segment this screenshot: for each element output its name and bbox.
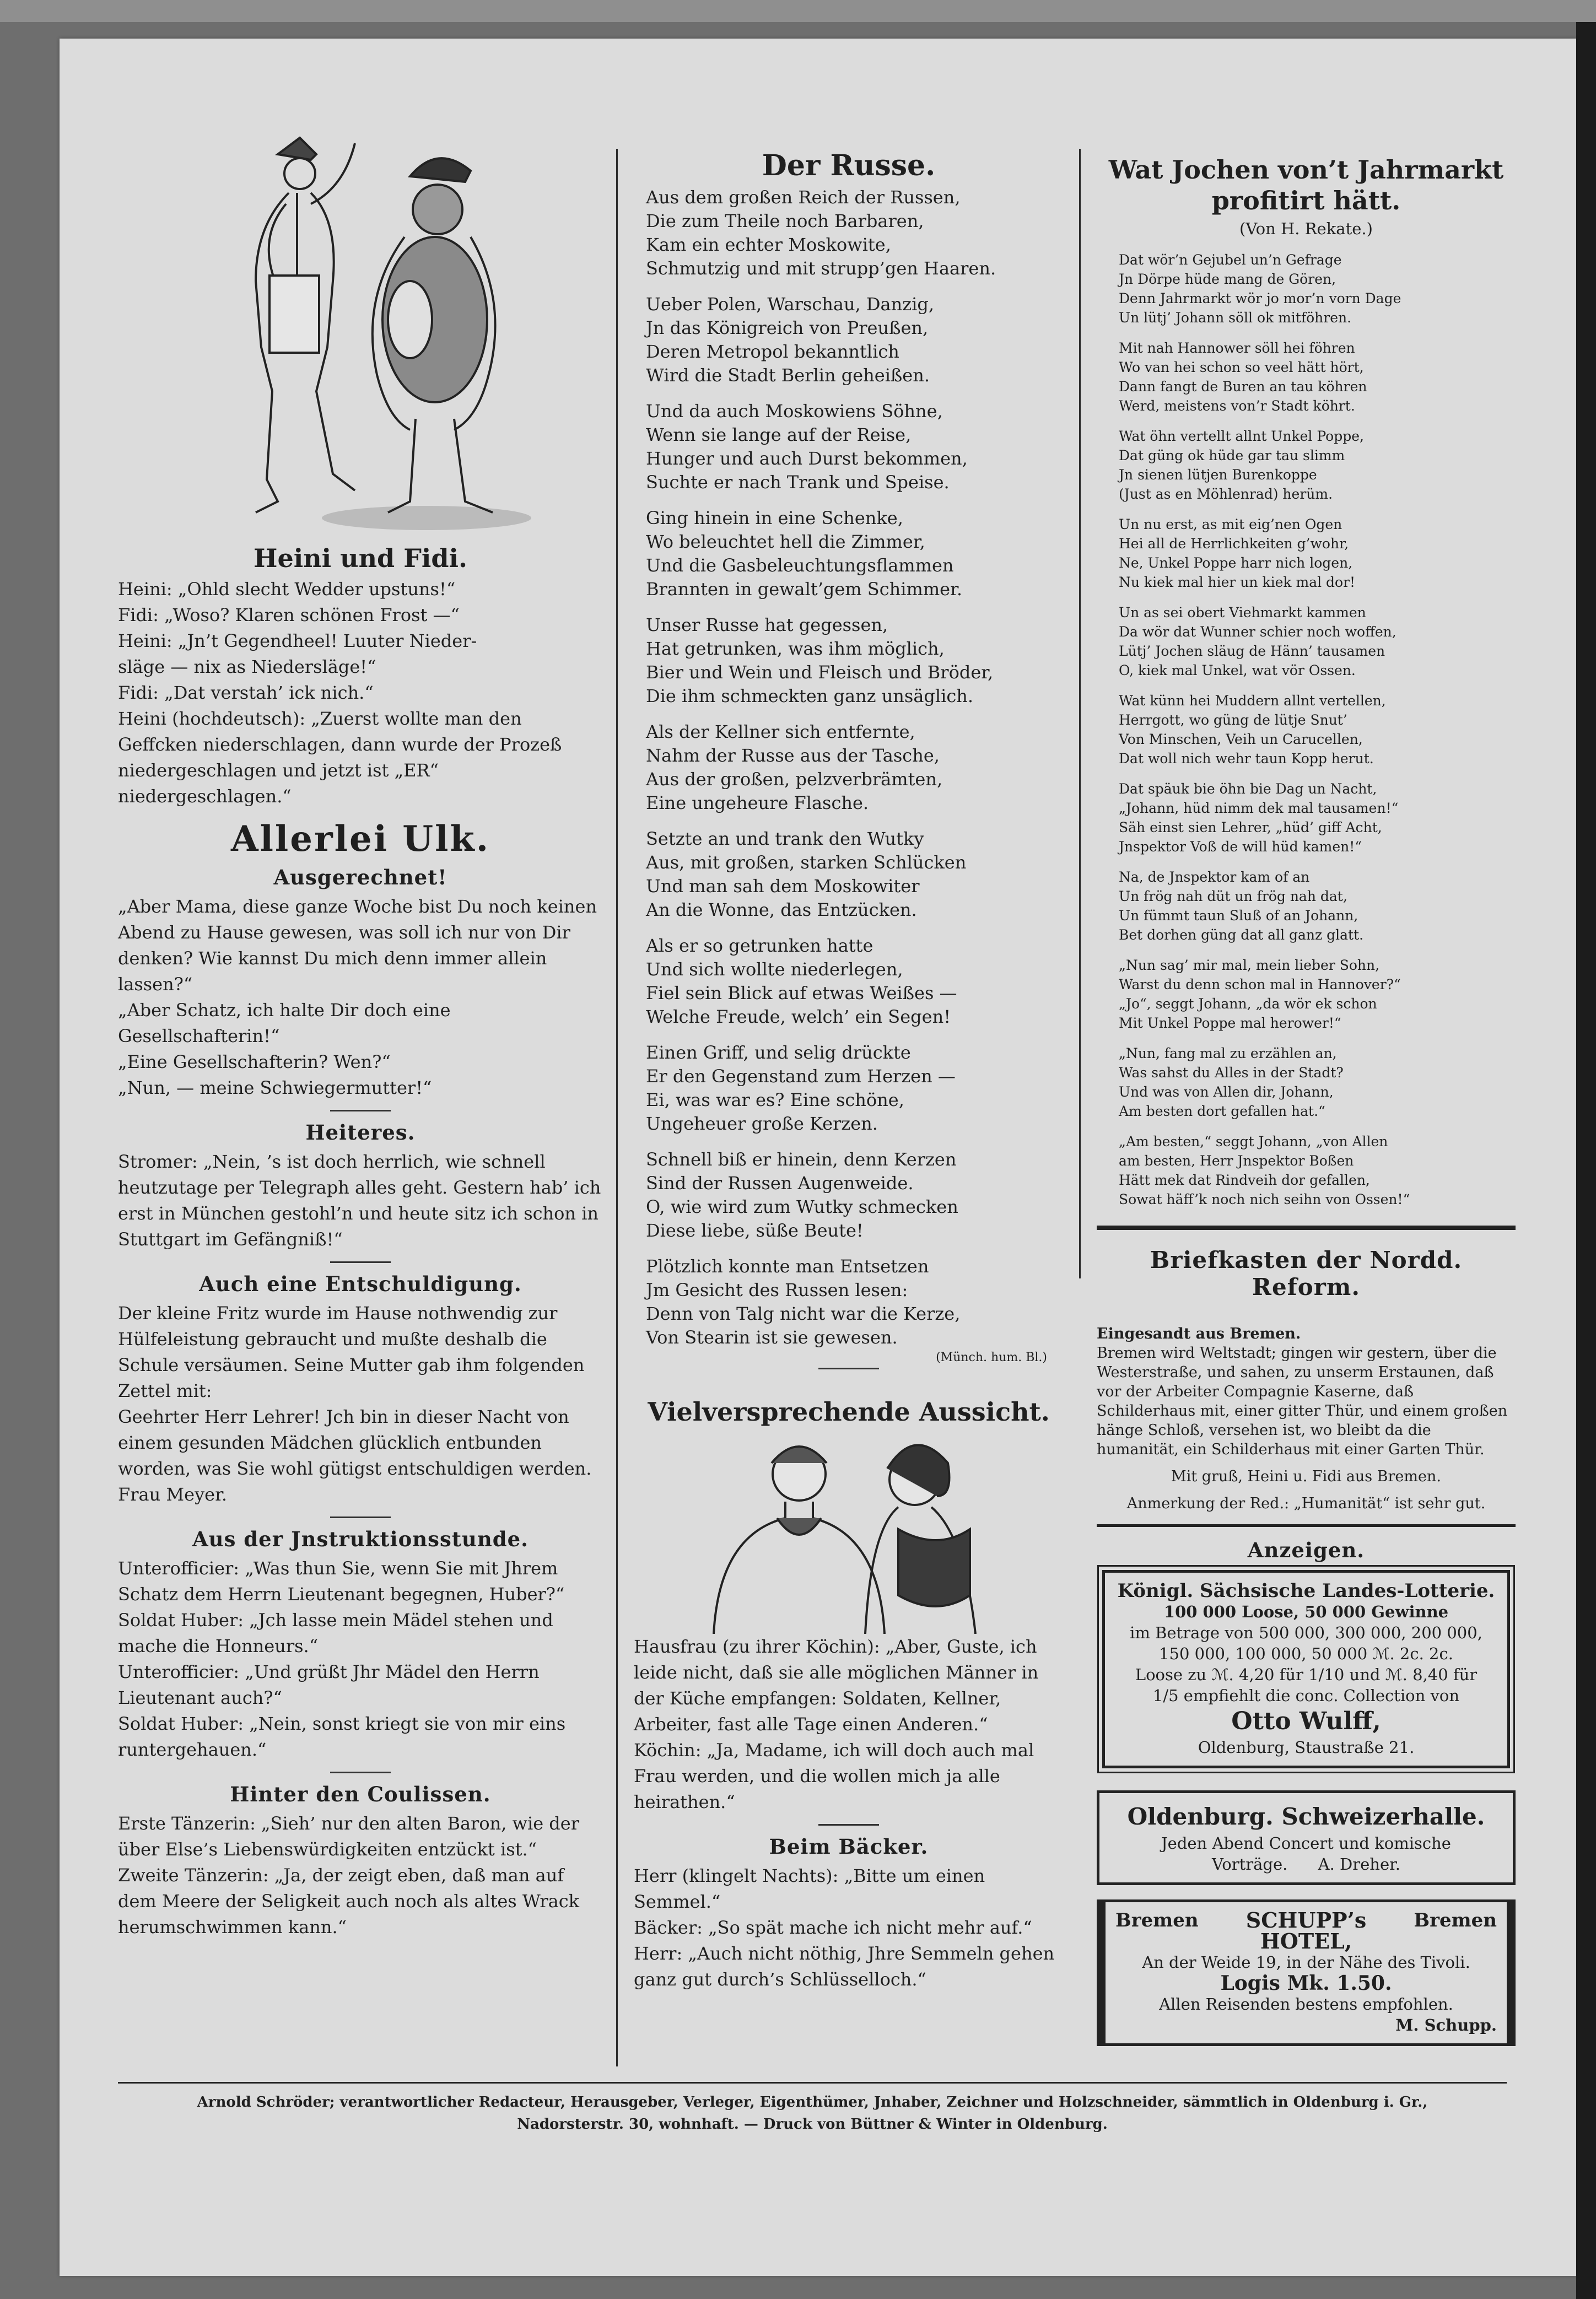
poem-credit: (Münch. hum. Bl.) — [936, 1351, 1047, 1364]
poem-stanza: Ueber Polen, Warschau, Danzig, Jn das Königreich von Preußen, Deren Metropol bekanntlich Wird die Stadt Berlin geheißen. — [646, 294, 934, 386]
poem-stanza: Aus dem großen Reich der Russen, Die zum Theile noch Barbaren, Kam ein echter Moskowite, Schmutzig und mit strupp’gen Haaren. — [646, 187, 996, 279]
poem-author: (Von H. Rekate.) — [1239, 219, 1373, 238]
poem-der-russe — [634, 186, 1064, 1350]
ad-schweizerhalle-line2: Vorträge. — [1211, 1855, 1288, 1874]
briefkasten-title: Briefkasten der Nordd. Reform. — [1150, 1246, 1463, 1300]
briefkasten-sender: Eingesandt aus Bremen. — [1097, 1325, 1301, 1342]
poem-stanza: „Nun, fang mal zu erzählen an, Was sahst du Alles in der Stadt? Und was von Allen dir, Johann, Am besten dort gefallen hat.“ — [1119, 1045, 1344, 1119]
article-text-baecker: Herr (klingelt Nachts): „Bitte um einen Semmel.“ Bäcker: „So spät mache ich nicht mehr auf.“ Herr: „Auch nicht nöthig, Jhre Semmeln gehen ganz gut durch’s Schlüsselloch.“ — [634, 1865, 1055, 1990]
briefkasten-text — [1097, 1305, 1516, 1459]
imprint-line-1: Arnold Schröder; verantwortlicher Redacteur, Herausgeber, Verleger, Eigenthümer, Jnhaber, Zeichner und Holzschneider, sämmtlich in Oldenburg i. Gr., — [197, 2094, 1428, 2111]
separator — [330, 1261, 391, 1263]
ad-hotel-price: Logis Mk. 1.50. — [1220, 1972, 1392, 1995]
poem-title-der-russe: Der Russe. — [762, 149, 936, 182]
separator — [818, 1824, 879, 1826]
poem-jochen — [1097, 250, 1516, 1209]
column-left — [118, 110, 603, 1948]
poem-stanza: „Nun sag’ mir mal, mein lieber Sohn, Warst du denn schon mal in Hannover?“ „Jo“, seggt Johann, „da wör ek schon Mit Unkel Poppe mal herower!“ — [1119, 957, 1401, 1031]
poem-stanza: Als der Kellner sich entfernte, Nahm der Russe aus der Tasche, Aus der großen, pelzverbrämten, Eine ungeheure Flasche. — [646, 721, 943, 813]
ad-lotterie-line: Loose zu ℳ. 4,20 für 1/10 und ℳ. 8,40 für — [1135, 1665, 1478, 1684]
poem-stanza: Un as sei obert Viehmarkt kammen Da wör dat Wunner schier noch woffen, Lütj’ Jochen släug de Hänn’ tausamen O, kiek mal Unkel, wat vör Ossen. — [1119, 605, 1396, 678]
cartoon-caption: Heini und Fidi. — [254, 543, 467, 573]
poem-stanza: Mit nah Hannower söll hei föhren Wo van hei schon so veel hätt hört, Dann fangt de Buren an tau köhren Werd, meistens von’r Stadt köhrt. — [1119, 340, 1367, 414]
article-text-instruktion: Unterofficier: „Was thun Sie, wenn Sie mit Jhrem Schatz dem Herrn Lieutenant begegnen, Huber?“ Soldat Huber: „Jch lasse mein Mädel stehen und mache die Honneurs.“ Unterofficier: „Und grüßt Jhr Mädel den Herrn Lieutenant auch?“ Soldat Huber: „Nein, sonst kriegt sie von mir eins runtergehauen.“ — [118, 1558, 566, 1760]
ads-title: Anzeigen. — [1247, 1538, 1365, 1562]
poem-stanza: Und da auch Moskowiens Söhne, Wenn sie lange auf der Reise, Hunger und auch Durst bekommen, Suchte er nach Trank und Speise. — [646, 401, 968, 493]
ad-lotterie-line: 150 000, 100 000, 50 000 ℳ. 2c. 2c. — [1159, 1644, 1453, 1663]
ad-lotterie-line: 1/5 empfiehlt die conc. Collection von — [1152, 1686, 1460, 1705]
column-right — [1097, 110, 1516, 2060]
ad-schweizerhalle-line — [1109, 1854, 1503, 1875]
poem-stanza: Unser Russe hat gegessen, Hat getrunken, was ihm möglich, Bier und Wein und Fleisch und Bröder, Die ihm schmeckten ganz unsäglich. — [646, 614, 994, 706]
poem-stanza: „Am besten,“ seggt Johann, „von Allen am besten, Herr Jnspektor Boßen Hätt mek dat Rindveih dor gefallen, Sowat häff’k noch nich seihn von Ossen!“ — [1119, 1134, 1410, 1207]
poem-stanza: Als er so getrunken hatte Und sich wollte niederlegen, Fiel sein Blick auf etwas Weißes — Welche Freude, welch’ ein Segen! — [646, 935, 957, 1027]
poem-title-jochen: Wat Jochen von’t Jahrmarkt profitirt hätt. — [1108, 155, 1504, 215]
poem-stanza: Na, de Jnspektor kam of an Un frög nah düt un frög nah dat, Un fümmt taun Sluß of an Johann, Bet dorhen güng dat all ganz glatt. — [1119, 869, 1364, 943]
ad-hotel-address: An der Weide 19, in der Nähe des Tivoli. — [1142, 1953, 1470, 1972]
article-title-instruktion: Aus der Jnstruktionsstunde. — [192, 1527, 529, 1551]
separator — [330, 1772, 391, 1773]
article-text-coulissen: Erste Tänzerin: „Sieh’ nur den alten Baron, wie der über Else’s Liebenswürdigkeiten entzückt ist.“ Zweite Tänzerin: „Ja, der zeigt eben, daß man auf dem Meere der Seligkeit auch noch als altes Wrack herumschwimmen kann.“ — [118, 1813, 580, 1938]
section-divider — [1097, 1524, 1516, 1527]
imprint-line-2: Nadorsterstr. 30, wohnhaft. — Druck von Büttner & Winter in Oldenburg. — [517, 2116, 1108, 2133]
scan-top-edge — [0, 0, 1596, 22]
ad-hotel-city-left: Bremen — [1115, 1909, 1199, 1931]
briefkasten-editor-note: Anmerkung der Red.: „Humanität“ ist sehr gut. — [1126, 1495, 1486, 1512]
heini-fidi-dialogue: Heini: „Ohld slecht Wedder upstuns!“ Fidi: „Woso? Klaren schönen Frost —“ Heini: „Jn’t Gegendheel! Luuter Nieder- släge — nix as Niedersläge!“ Fidi: „Dat verstah’ ick nich.“ Heini (hochdeutsch): „Zuerst wollte man den Geffcken niederschlagen, dann wurde der Prozeß niedergeschlagen und jetzt ist „ER“ niedergeschlagen.“ — [118, 579, 562, 807]
ad-hotel-sign: M. Schupp. — [1395, 2016, 1497, 2034]
poem-stanza: Setzte an und trank den Wutky Aus, mit großen, starken Schlücken Und man sah dem Moskowiter An die Wonne, das Entzücken. — [646, 828, 967, 920]
ad-hotel-header — [1115, 1910, 1497, 1952]
article-text-heiteres: Stromer: „Nein, ’s ist doch herrlich, wie schnell heutzutage per Telegraph alles geht. Gestern hab’ ich erst in München gestohl’n und heute sitz ich schon in Stuttgart im Gefängniß!“ — [118, 1151, 601, 1250]
ad-schweizerhalle-line: Jeden Abend Concert und komische — [1161, 1834, 1451, 1853]
poem-stanza: Ging hinein in eine Schenke, Wo beleuchtet hell die Zimmer, Und die Gasbeleuchtungsflammen Brannten in gewalt’gem Schimmer. — [646, 508, 963, 600]
poem-stanza: Wat öhn vertellt allnt Unkel Poppe, Dat güng ok hüde gar tau slimm Jn sienen lütjen Burenkoppe (Just as en Möhlenrad) herüm. — [1119, 428, 1364, 502]
ad-hotel-recommend: Allen Reisenden bestens empfohlen. — [1159, 1995, 1453, 2014]
briefkasten-signature: Mit gruß, Heini u. Fidi aus Bremen. — [1171, 1468, 1441, 1485]
poem-stanza: Un nu erst, as mit eig’nen Ogen Hei all de Herrlichkeiten g’wohr, Ne, Unkel Poppe harr nich logen, Nu kiek mal hier un kiek mal dor! — [1119, 516, 1356, 590]
poem-stanza: Dat späuk bie öhn bie Dag un Nacht, „Johann, hüd nimm dek mal tausamen!“ Säh einst sien Lehrer, „hüd’ giff Acht, Jnspektor Voß de will hüd kamen!“ — [1119, 781, 1399, 855]
separator — [330, 1110, 391, 1111]
ad-lotterie-seller: Otto Wulff, — [1231, 1707, 1381, 1735]
ad-lotterie-line: im Betrage von 500 000, 300 000, 200 000, — [1130, 1623, 1482, 1642]
article-title-baecker: Beim Bäcker. — [769, 1834, 929, 1859]
section-title-allerlei-ulk: Allerlei Ulk. — [230, 818, 490, 860]
section-divider — [1097, 1226, 1516, 1230]
ad-schupps-hotel — [1097, 1899, 1516, 2046]
imprint — [118, 2091, 1507, 2135]
article-title-aussicht: Vielversprechende Aussicht. — [648, 1397, 1050, 1427]
poem-stanza: Plötzlich konnte man Entsetzen Jm Gesicht des Russen lesen: Denn von Talg nicht war die Kerze, Von Stearin ist sie gewesen. — [646, 1256, 961, 1348]
ad-hotel-city-right: Bremen — [1414, 1909, 1497, 1931]
briefkasten-body: Bremen wird Weltstadt; gingen wir gestern, über die Westerstraße, und sahen, zu unserm Erstaunen, daß vor der Arbeiter Compagnie Kaserne, daß Schilderhaus mit, einer gitter Thür, und einem großen hänge Schloß, versehen ist, wo bleibt da die humanität, ein Schilderhaus mit einer Garten Thür. — [1097, 1345, 1508, 1458]
illustration-hausfrau-koechin — [694, 1430, 1003, 1634]
ad-schweizerhalle-title: Oldenburg. Schweizerhalle. — [1127, 1803, 1485, 1830]
article-title-entschuldigung: Auch eine Entschuldigung. — [199, 1272, 522, 1296]
article-title-heiteres: Heiteres. — [305, 1120, 416, 1145]
article-text-entschuldigung: Der kleine Fritz wurde im Hause nothwendig zur Hülfeleistung gebraucht und mußte deshalb die Schule versäumen. Seine Mutter gab ihm folgenden Zettel mit: Geehrter Herr Lehrer! Jch bin in dieser Nacht von einem gesunden Mädchen glücklich entbunden worden, was Sie wohl gütigst entschuldigen werden. Frau Meyer. — [118, 1303, 592, 1505]
poem-stanza: Wat künn hei Muddern allnt vertellen, Herrgott, wo güng de lütje Snut’ Von Minschen, Veih un Carucellen, Dat woll nich wehr taun Kopp herut. — [1119, 693, 1386, 767]
ad-lotterie-line: 100 000 Loose, 50 000 Gewinne — [1163, 1602, 1449, 1621]
article-title-ausgerechnet: Ausgerechnet! — [273, 865, 447, 889]
footer-rule — [118, 2082, 1507, 2084]
column-rule-left — [616, 149, 618, 2066]
poem-stanza: Einen Griff, und selig drückte Er den Gegenstand zum Herzen — Ei, was war es? Eine schöne, Ungeheuer große Kerzen. — [646, 1042, 956, 1134]
article-title-coulissen: Hinter den Coulissen. — [230, 1782, 491, 1806]
ad-lotterie — [1102, 1570, 1510, 1768]
separator — [330, 1517, 391, 1518]
article-text-ausgerechnet: „Aber Mama, diese ganze Woche bist Du noch keinen Abend zu Hause gewesen, was soll ich nur von Dir denken? Wie kannst Du mich denn immer allein lassen?“ „Aber Schatz, ich halte Dir doch eine Gesellschafterin!“ „Eine Gesellschafterin? Wen?“ „Nun, — meine Schwiegermutter!“ — [118, 896, 597, 1098]
ad-schweizerhalle — [1097, 1790, 1516, 1885]
ad-schweizerhalle-sign: A. Dreher. — [1318, 1855, 1401, 1874]
scan-binding-edge — [1576, 22, 1596, 2299]
column-rule-right — [1079, 149, 1081, 1278]
ad-lotterie-address: Oldenburg, Staustraße 21. — [1198, 1738, 1415, 1757]
column-middle — [634, 110, 1064, 2000]
separator — [818, 1368, 879, 1369]
cartoon-heini-fidi — [168, 110, 553, 540]
poem-stanza: Dat wör’n Gejubel un’n Gefrage Jn Dörpe hüde mang de Gören, Denn Jahrmarkt wör jo mor’n vorn Dage Un lütj’ Johann söll ok mitföhren. — [1119, 252, 1401, 326]
ad-lotterie-title: Königl. Sächsische Landes-Lotterie. — [1117, 1580, 1495, 1602]
article-text-aussicht: Hausfrau (zu ihrer Köchin): „Aber, Guste, ich leide nicht, daß sie alle möglichen Männer in der Küche empfangen: Soldaten, Kellner, Arbeiter, fast alle Tage einen Anderen.“ Köchin: „Ja, Madame, ich will doch auch mal Frau werden, und die wollen mich ja alle heirathen.“ — [634, 1636, 1039, 1812]
poem-stanza: Schnell biß er hinein, denn Kerzen Sind der Russen Augenweide. O, wie wird zum Wutky schmecken Diese liebe, süße Beute! — [646, 1149, 958, 1241]
ad-hotel-name: SCHUPP’s HOTEL, — [1245, 1908, 1367, 1953]
